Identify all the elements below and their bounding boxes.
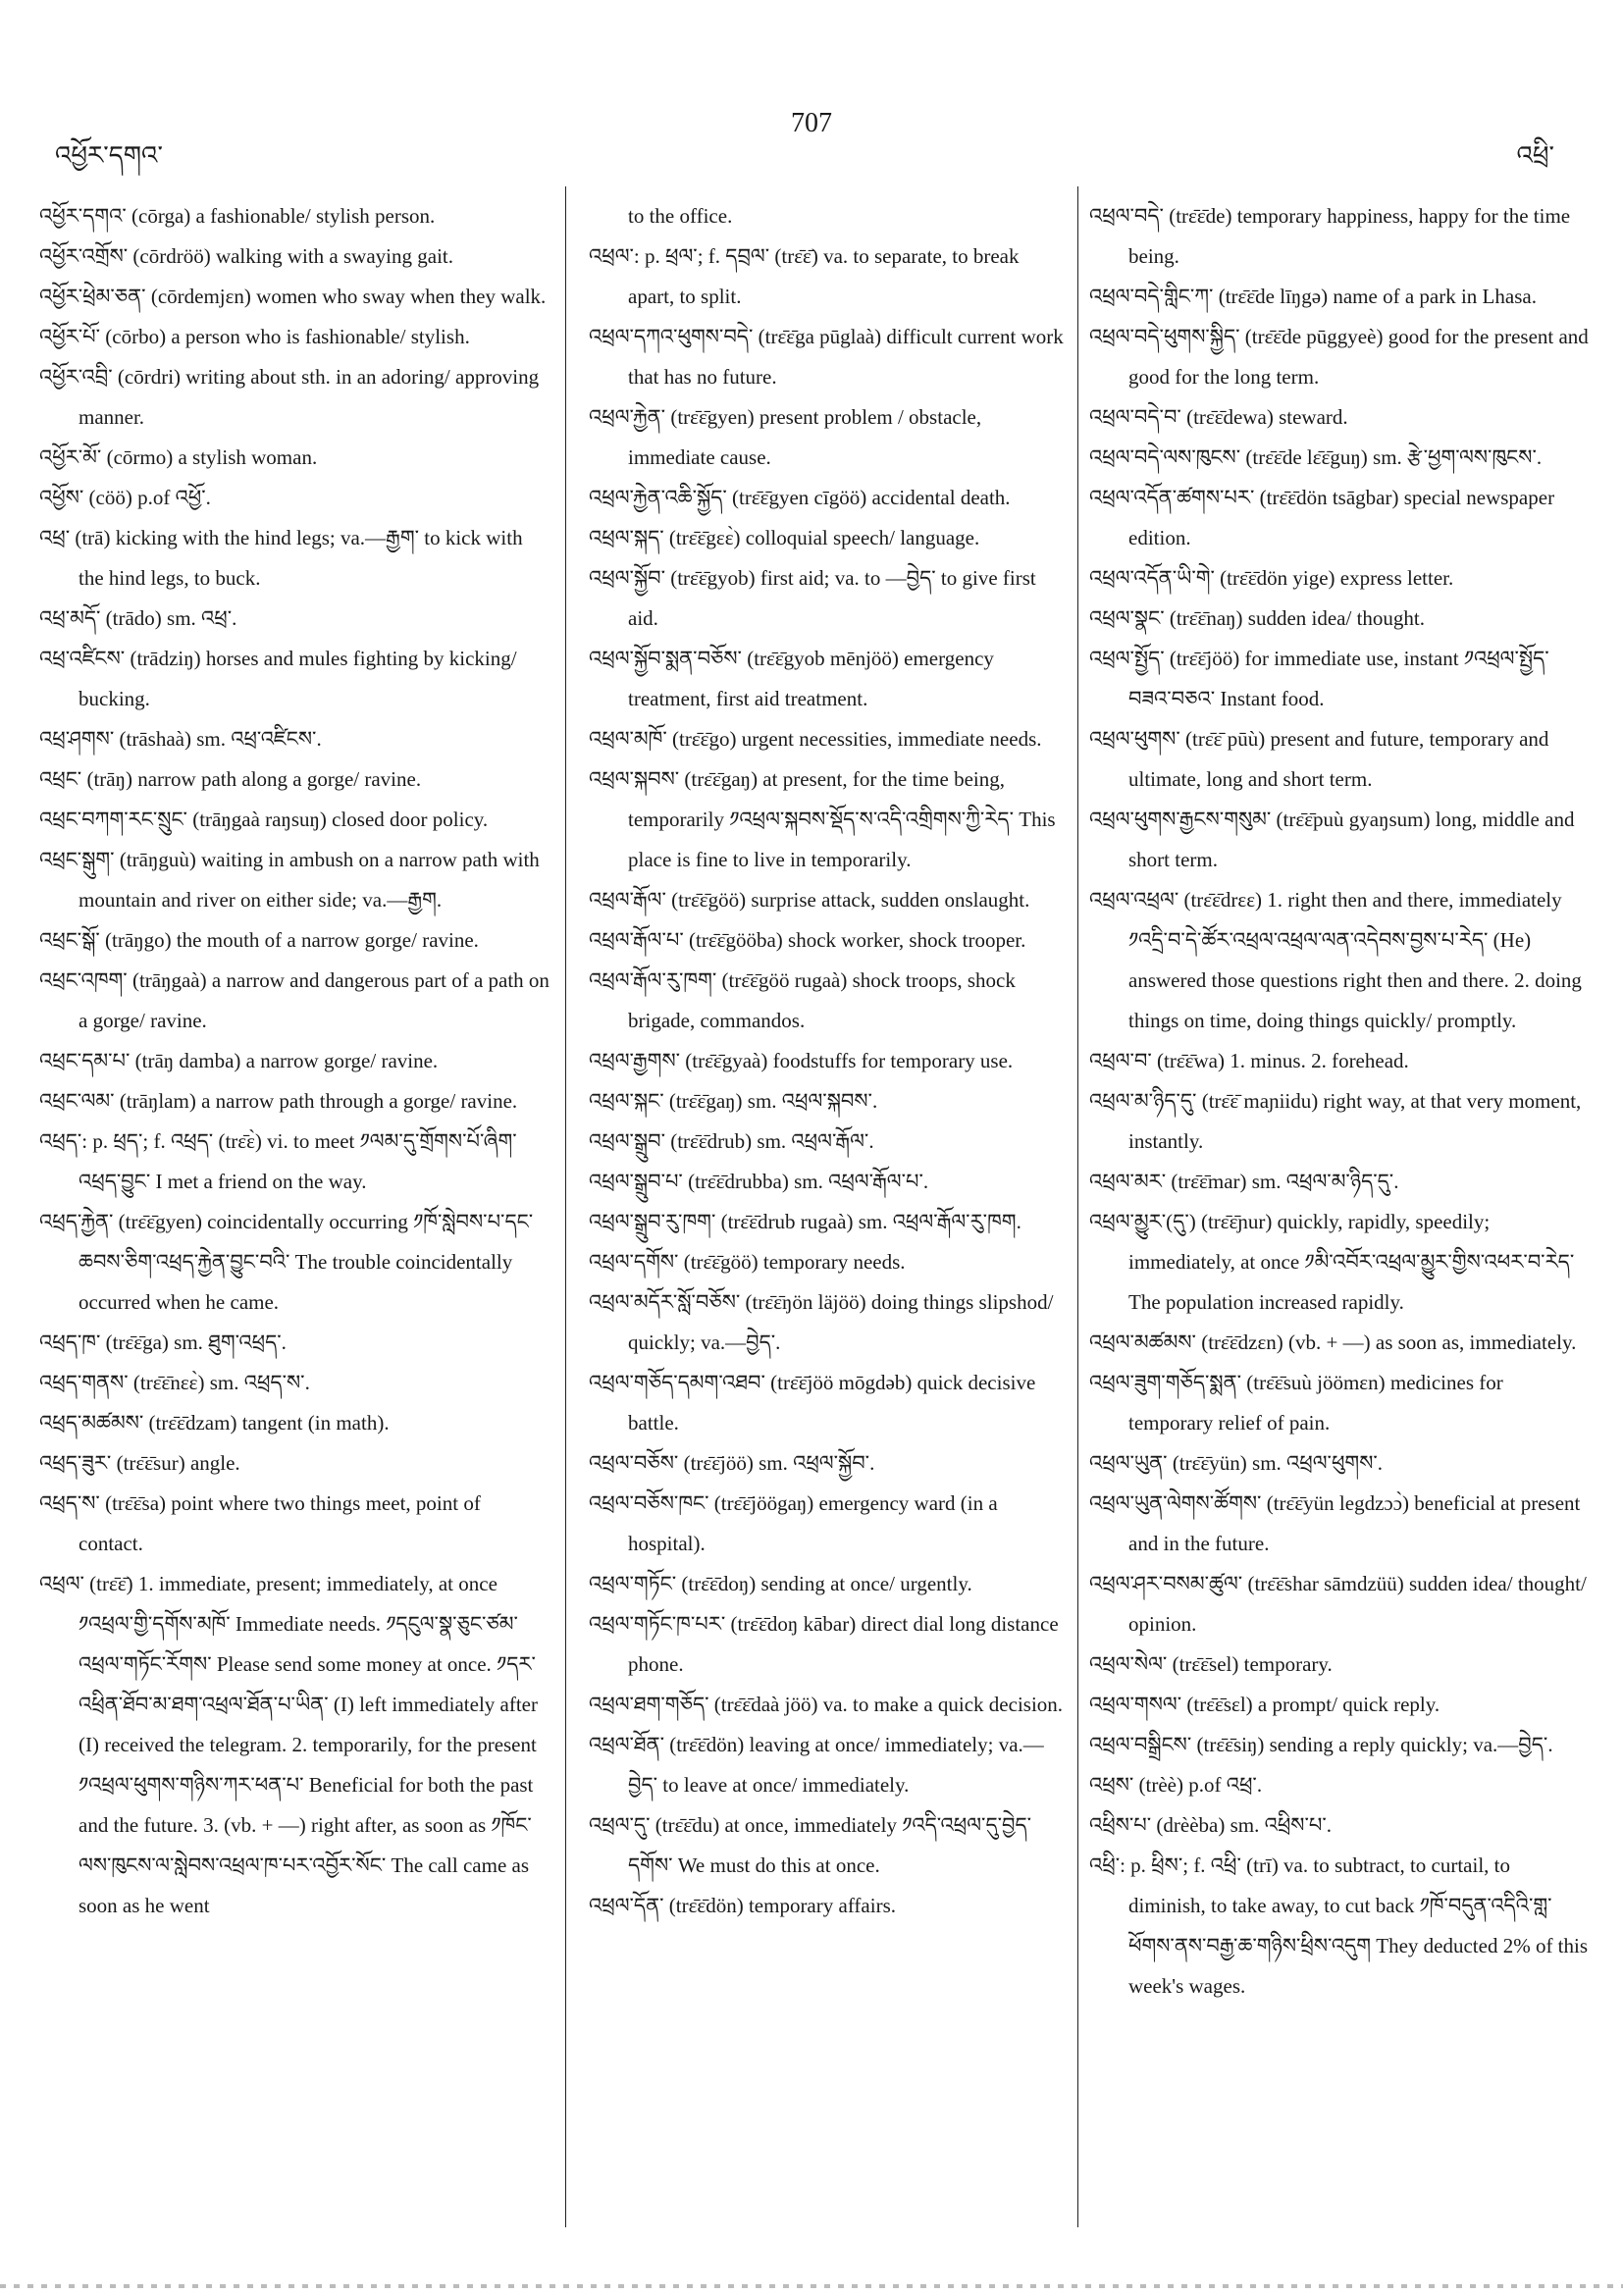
dictionary-entry: འཕྲལ་མར་ (trɛ̄ɛ̄mar) sm. འཕྲལ་མ་ཉིད་དུ་. <box>1089 1170 1399 1193</box>
dictionary-entry: འཕྲལ་རྐྱེན་འཆི་སྐྱོད་ (trɛ̄ɛ̄gyen cīgöö) accidental death. <box>589 486 1011 509</box>
dictionary-entry: འཕྲལ་བཅོས་ཁང་ (trɛ̄ɛ̄jöögaŋ) emergency ward (in a hospital). <box>589 1491 998 1555</box>
dictionary-entry: འཕྱོར་འབྲི་ (cōrdri) writing about sth. in an adoring/ approving manner. <box>39 365 540 429</box>
dictionary-entry: འཕྲལ་སྒྲུབ་ (trɛ̄ɛ̄drub) sm. འཕྲལ་རྒོལ་. <box>589 1129 874 1153</box>
dictionary-entry: འཕྲང་འཁག་ (trāŋgaà) a narrow and dangerous part of a path on a gorge/ ravine. <box>39 968 550 1032</box>
dictionary-column-2 <box>589 196 1070 1926</box>
scan-edge-noise <box>0 2284 1623 2288</box>
dictionary-entry: འཕྲལ་བཅོས་ (trɛ̄ɛ̄jöö) sm. འཕྲལ་སྐྱོབ་. <box>589 1451 875 1475</box>
dictionary-entry: འཕྲལ་: p. ཕྲལ་; f. དབྲལ་ (trɛ̄ɛ̄) va. to separate, to break apart, to split. <box>589 244 1020 308</box>
dictionary-entry: འཕྲལ་མྱུར་(དུ་) (trɛ̄ɛ̄ɲur) quickly, rapidly, speedily; immediately, at once ༡མི་འབོར་འཕྲལ་མྱུར་གྱིས་འཕར་བ་རེད་ The population increased rapidly. <box>1089 1210 1575 1314</box>
dictionary-entry: འཕྲལ་བསྒྲིངས་ (trɛ̄ɛ̄siŋ) sending a reply quickly; va.—བྱེད་. <box>1089 1733 1553 1756</box>
dictionary-entry: འཕྱོར་པོ་ (cōrbo) a person who is fashionable/ stylish. <box>39 325 470 348</box>
dictionary-entry: འཕྱོར་མོ་ (cōrmo) a stylish woman. <box>39 445 318 469</box>
dictionary-entry: འཕྲལ་རྒོལ་པ་ (trɛ̄ɛ̄gööba) shock worker, shock trooper. <box>589 928 1026 952</box>
dictionary-entry: འཕྲ་ (trā) kicking with the hind legs; va.—རྒྱག་ to kick with the hind legs, to buck. <box>39 526 523 590</box>
dictionary-entry: འཕྲལ་རྐྱེན་ (trɛ̄ɛ̄gyen) present problem / obstacle, immediate cause. <box>589 405 982 469</box>
dictionary-entry: འཕྲལ་ཕུགས་རྒྱངས་གསུམ་ (trɛ̄ɛ̄puù gyaŋsum) long, middle and short term. <box>1089 808 1575 871</box>
dictionary-entry: འཕྲ་ཤགས་ (trāshaà) sm. འཕྲ་འཛིངས་. <box>39 727 322 751</box>
dictionary-entry: འཕྲི་: p. ཕྲིས་; f. འཕྲི་ (trī) va. to subtract, to curtail, to diminish, to take away, to cut back ༡ཁོ་བདུན་འདིའི་གླ་ཕོགས་ནས་བརྒྱ་ཆ་གཉིས་ཕྲིས་འདུག They deducted 2% of this week's wages. <box>1089 1853 1589 1998</box>
page-header <box>0 108 1623 170</box>
dictionary-entry: འཕྲང་བཀག་རང་སྲུང་ (trāŋgaà raŋsuŋ) closed door policy. <box>39 808 489 831</box>
column-divider <box>565 186 566 2227</box>
dictionary-entry: འཕྲལ་གཏོང་ཁ་པར་ (trɛ̄ɛ̄doŋ kābar) direct dial long distance phone. <box>589 1612 1059 1676</box>
dictionary-entry: འཕྲང་ལམ་ (trāŋlam) a narrow path through a gorge/ ravine. <box>39 1089 518 1113</box>
dictionary-entry: འཕྲལ་ (trɛ̄ɛ̄) 1. immediate, present; immediately, at once ༡འཕྲལ་གྱི་དགོས་མཁོ་ Immediate needs. ༡དངུལ་སྣ་ཅུང་ཙམ་འཕྲལ་གཏོང་རོགས་ Please send some money at once. ༡དར་འཕྲིན་ཐོབ་མ་ཐག་འཕྲལ་ཐོན་པ་ཡིན་ (I) left immediately after (I) received the telegram. 2. temporarily, for the present ༡འཕྲལ་ཕུགས་གཉིས་ཀར་ཕན་པ་ Beneficial for both the past and the future. 3. (vb. + —) right after, as soon as ༡ཁོང་ལས་ཁུངས་ལ་སླེབས་འཕྲལ་ཁ་པར་འབྱོར་སོང་ The call came as soon as he went <box>39 1572 538 1917</box>
dictionary-entry: འཕྲིས་པ་ (drèèba) sm. འཕྲིས་པ་. <box>1089 1813 1332 1837</box>
dictionary-entry: འཕྲལ་སྒྲུབ་རུ་ཁག་ (trɛ̄ɛ̄drub rugaà) sm. འཕྲལ་རྒོལ་རུ་ཁག. <box>589 1210 1021 1233</box>
dictionary-entry: to the office. <box>628 204 733 228</box>
dictionary-entry: འཕྲལ་གཏོང་ (trɛ̄ɛ̄doŋ) sending at once/ urgently. <box>589 1572 972 1595</box>
dictionary-entry: འཕྲལ་དོན་ (trɛ̄ɛ̄dön) temporary affairs. <box>589 1894 896 1917</box>
column-divider <box>1077 186 1078 2227</box>
dictionary-entry: འཕྲལ་དགོས་ (trɛ̄ɛ̄göö) temporary needs. <box>589 1250 906 1274</box>
dictionary-entry: འཕྱོར་འགྲོས་ (cōrdröö) walking with a swaying gait. <box>39 244 453 268</box>
dictionary-entry: འཕྲད་: p. ཕྲད་; f. འཕྲད་ (trɛ̄ɛ̀) vi. to meet ༡ལམ་དུ་གྲོགས་པོ་ཞིག་འཕྲད་བྱུང་ I met a friend on the way. <box>39 1129 517 1193</box>
dictionary-entry: འཕྲལ་ཕུགས་ (trɛ̄ɛ̄ pūù) present and future, temporary and ultimate, long and short term. <box>1089 727 1549 791</box>
dictionary-entry: འཕྲད་ཁ་ (trɛ̄ɛ̄ga) sm. ཐུག་འཕྲད་. <box>39 1331 287 1354</box>
dictionary-entry: འཕྲལ་འཕྲལ་ (trɛ̄ɛ̄drɛɛ) 1. right then and there, immediately ༡འདྲི་བ་དེ་ཚོར་འཕྲལ་འཕྲལ་ལན་འདེབས་བྱས་པ་རེད་ (He) answered those questions right then and there. 2. doing things on time, doing things quickly/ promptly. <box>1089 888 1582 1032</box>
dictionary-entry: འཕྱོར་ཕྲེམ་ཅན་ (cōrdemjɛn) women who sway when they walk. <box>39 285 547 308</box>
dictionary-entry: འཕྲལ་ཤར་བསམ་ཚུལ་ (trɛ̄ɛ̄shar sāmdzüü) sudden idea/ thought/ opinion. <box>1089 1572 1587 1636</box>
dictionary-entry: འཕྲལ་རྒྱགས་ (trɛ̄ɛ̄gyaà) foodstuffs for temporary use. <box>589 1049 1014 1072</box>
dictionary-entry: འཕྲལ་ཡུན་ (trɛ̄ɛ̄yün) sm. འཕྲལ་ཕུགས་. <box>1089 1451 1384 1475</box>
dictionary-entry: འཕྲལ་རྒོལ་ (trɛ̄ɛ̄göö) surprise attack, sudden onslaught. <box>589 888 1030 912</box>
dictionary-entry: འཕྲལ་སྤྱོད་ (trɛ̄ɛ̄jöö) for immediate use, instant ༡འཕྲལ་སྤྱོད་བཟའ་བཅའ་ Instant food. <box>1089 647 1549 710</box>
dictionary-entry: འཕྲལ་ཟུག་གཅོད་སྨན་ (trɛ̄ɛ̄suù jöömɛn) medicines for temporary relief of pain. <box>1089 1371 1503 1435</box>
dictionary-entry: འཕྲལ་མདོར་སློ་བཅོས་ (trɛ̄ɛ̄ŋön läjöö) doing things slipshod/ quickly; va.—བྱེད་. <box>589 1290 1054 1354</box>
dictionary-entry: འཕྲལ་སྐབས་ (trɛ̄ɛ̄gaŋ) at present, for the time being, temporarily ༡འཕྲལ་སྐབས་སྡོད་ས་འདི་འགྲིགས་ཀྱི་རེད་ This place is fine to live in temporarily. <box>589 767 1056 871</box>
dictionary-entry: འཕྲལ་ཡུན་ལེགས་ཚོགས་ (trɛ̄ɛ̄yün legdzɔɔ̀) beneficial at present and in the future. <box>1089 1491 1581 1555</box>
dictionary-entry: འཕྲལ་ཐག་གཅོད་ (trɛ̄ɛ̄daà jöö) va. to make a quick decision. <box>589 1693 1064 1716</box>
dictionary-entry: འཕྲལ་དཀའ་ཕུགས་བདེ་ (trɛ̄ɛ̄ga pūglaà) difficult current work that has no future. <box>589 325 1064 389</box>
dictionary-entry: འཕྲལ་སྐད་ (trɛ̄ɛ̄gɛɛ̀) colloquial speech/ language. <box>589 526 980 549</box>
dictionary-entry: འཕྲལ་མཚམས་ (trɛ̄ɛ̄dzɛn) (vb. + —) as soon as, immediately. <box>1089 1331 1577 1354</box>
dictionary-entry: འཕྲལ་མཁོ་ (trɛ̄ɛ̄go) urgent necessities, immediate needs. <box>589 727 1042 751</box>
dictionary-entry: འཕྲལ་ཐོན་ (trɛ̄ɛ̄dön) leaving at once/ immediately; va.—བྱེད་ to leave at once/ immediately. <box>589 1733 1044 1797</box>
dictionary-entry: འཕྲ་འཛིངས་ (trādziŋ) horses and mules fighting by kicking/ bucking. <box>39 647 517 710</box>
dictionary-entry: འཕྲད་ས་ (trɛ̄ɛ̄sa) point where two things meet, point of contact. <box>39 1491 481 1555</box>
dictionary-entry: འཕྲ་མདོ་ (trādo) sm. འཕྲ་. <box>39 606 237 630</box>
dictionary-entry: འཕྲལ་འདོན་ཡི་གེ་ (trɛ̄ɛ̄dön yige) express letter. <box>1089 566 1454 590</box>
dictionary-entry: འཕྲང་དམ་པ་ (trāŋ damba) a narrow gorge/ ravine. <box>39 1049 439 1072</box>
dictionary-entry: འཕྱོར་དགའ་ (cōrga) a fashionable/ stylish person. <box>39 204 436 228</box>
dictionary-entry: འཕྲལ་རྒོལ་རུ་ཁག་ (trɛ̄ɛ̄göö rugaà) shock troops, shock brigade, commandos. <box>589 968 1016 1032</box>
dictionary-entry: འཕྲལ་གསལ་ (trɛ̄ɛ̄sɛl) a prompt/ quick reply. <box>1089 1693 1440 1716</box>
dictionary-entry: འཕྲང་ (trāŋ) narrow path along a gorge/ ravine. <box>39 767 422 791</box>
dictionary-entry: འཕྲད་གནས་ (trɛ̄ɛ̄nɛɛ̀) sm. འཕྲད་ས་. <box>39 1371 310 1394</box>
dictionary-column-1 <box>39 196 550 1926</box>
dictionary-entry: འཕྲལ་གཅོད་དམག་འཐབ་ (trɛ̄ɛ̄jöö mōgdəb) quick decisive battle. <box>589 1371 1036 1435</box>
dictionary-entry: འཕྲལ་བདེ་ (trɛ̄ɛ̄de) temporary happiness, happy for the time being. <box>1089 204 1571 268</box>
dictionary-entry: འཕྲད་མཚམས་ (trɛ̄ɛ̄dzam) tangent (in math). <box>39 1411 390 1435</box>
dictionary-entry: འཕྲལ་བདེ་བ་ (trɛ̄ɛ̄dewa) steward. <box>1089 405 1348 429</box>
dictionary-entry: འཕྲད་ཟུར་ (trɛ̄ɛ̄sur) angle. <box>39 1451 240 1475</box>
dictionary-entry: འཕྲལ་སྐྱོབ་སྨན་བཅོས་ (trɛ̄ɛ̄gyob mēnjöö) emergency treatment, first aid treatment. <box>589 647 994 710</box>
header-guide-word-right: འཕྲི་ <box>1516 141 1554 170</box>
dictionary-entry: འཕྲལ་བདེ་གླིང་ཀ་ (trɛ̄ɛ̄de līŋgə) name of a park in Lhasa. <box>1089 285 1537 308</box>
page-number: 707 <box>791 108 832 138</box>
dictionary-entry: འཕྲལ་སྣང་ (trɛ̄ɛ̄naŋ) sudden idea/ thought. <box>1089 606 1426 630</box>
dictionary-entry: འཕྲང་སྒོ་ (trāŋgo) the mouth of a narrow gorge/ ravine. <box>39 928 479 952</box>
dictionary-entry: འཕྲལ་སྐང་ (trɛ̄ɛ̄gaŋ) sm. འཕྲལ་སྐབས་. <box>589 1089 878 1113</box>
dictionary-entry: འཕྲད་རྐྱེན་ (trɛ̄ɛ̄gyen) coincidentally occurring ༡ཁོ་སླེབས་པ་དང་ཆབས་ཅིག་འཕྲད་རྐྱེན་བྱུང་བའི་ The trouble coincidentally occurred when he came. <box>39 1210 534 1314</box>
dictionary-entry: འཕྲལ་མ་ཉིད་དུ་ (trɛ̄ɛ̄ maɲiidu) right way, at that very moment, instantly. <box>1089 1089 1582 1153</box>
dictionary-entry: འཕྲལ་བ་ (trɛ̄ɛ̄wa) 1. minus. 2. forehead. <box>1089 1049 1409 1072</box>
dictionary-entry: འཕྲལ་བདེ་ལས་ཁུངས་ (trɛ̄ɛ̄de lɛ̄ɛ̄guŋ) sm. རྩེ་ཕྱག་ལས་ཁུངས་. <box>1089 445 1543 469</box>
dictionary-entry: འཕྲལ་སྐྱོབ་ (trɛ̄ɛ̄gyob) first aid; va. to —བྱེད་ to give first aid. <box>589 566 1036 630</box>
dictionary-entry: འཕྲལ་སྒྲུབ་པ་ (trɛ̄ɛ̄drubba) sm. འཕྲལ་རྒོལ་པ་. <box>589 1170 929 1193</box>
dictionary-entry: འཕྲལ་སེལ་ (trɛ̄ɛ̄sel) temporary. <box>1089 1652 1333 1676</box>
dictionary-entry: འཕྲས་ (trèè) p.of འཕྲ་. <box>1089 1773 1263 1797</box>
dictionary-entry: འཕྲལ་དུ་ (trɛ̄ɛ̄du) at once, immediately ༡འདི་འཕྲལ་དུ་བྱེད་དགོས་ We must do this at once. <box>589 1813 1032 1877</box>
dictionary-entry: འཕྲང་སྒུག་ (trāŋguù) waiting in ambush on a narrow path with mountain and river on either side; va.—རྒྱག. <box>39 848 540 912</box>
header-guide-word-left: འཕྱོར་དགའ་ <box>55 141 163 170</box>
dictionary-entry: འཕྲལ་འདོན་ཚགས་པར་ (trɛ̄ɛ̄dön tsāgbar) special newspaper edition. <box>1089 486 1555 549</box>
dictionary-column-3 <box>1089 196 1590 2007</box>
dictionary-entry: འཕྲལ་བདེ་ཕུགས་སྐྱིད་ (trɛ̄ɛ̄de pūggyeè) good for the present and good for the long term. <box>1089 325 1589 389</box>
dictionary-entry: འཕྱོས་ (cöö) p.of འཕྱོ་. <box>39 486 211 509</box>
